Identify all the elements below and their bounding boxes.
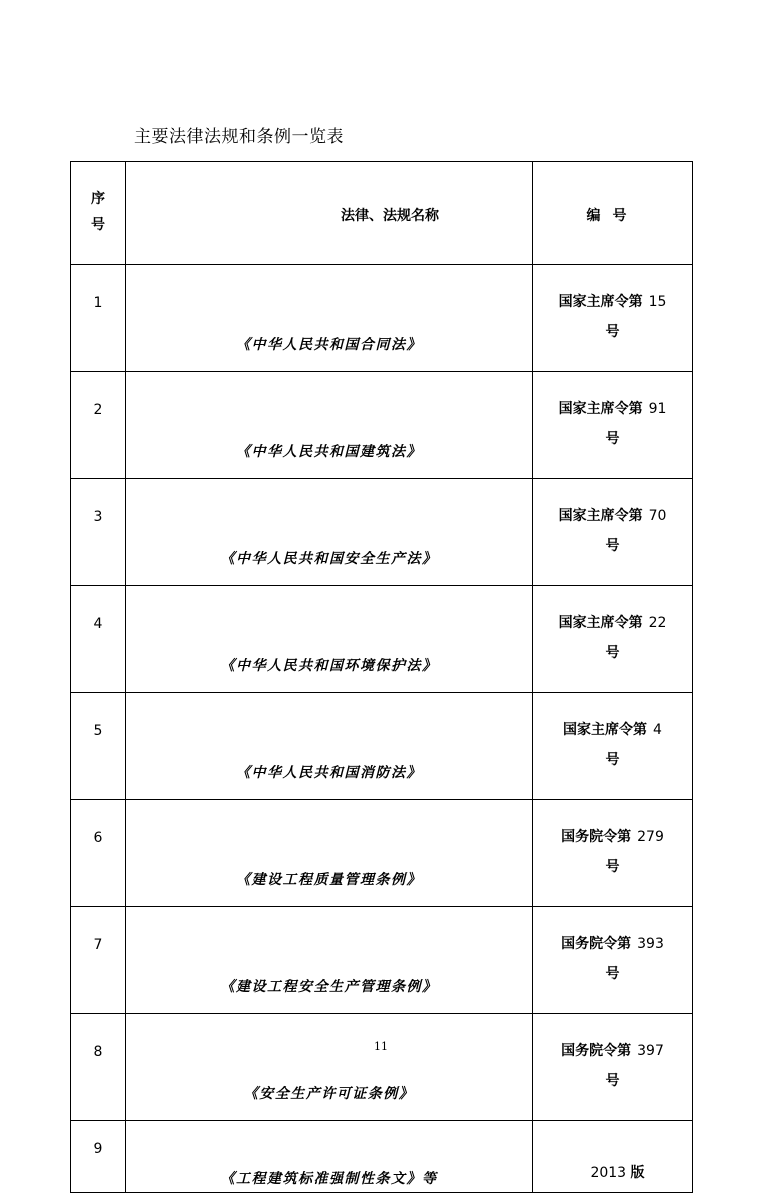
table-row [71,372,693,479]
table-row [71,800,693,907]
row-code-suffix: 号 [605,752,620,768]
row-code-prefix: 国家主席令第 [558,294,643,310]
row-code-prefix: 国家主席令第 [563,722,648,738]
table-row [71,265,693,372]
law-regulation-table [70,161,693,1193]
row-code-suffix: 号 [605,966,620,982]
row-number: 9 [71,1121,126,1193]
header-code: 编号 [533,162,693,265]
page-number: 11 [374,1040,388,1053]
table-row [71,1014,693,1121]
row-code [533,907,693,1014]
row-code-line1 [533,608,692,638]
header-serial-line2: 号 [91,217,105,233]
row-code [533,586,693,693]
row-code-prefix: 国家主席令第 [558,508,643,524]
table-row [71,693,693,800]
header-law-name: 法律、法规名称 [126,162,533,265]
row-code-number: 393 [637,936,664,952]
row-code-prefix: 国务院令第 [561,829,632,845]
row-code-suffix: 号 [605,324,620,340]
row-number: 5 [71,693,126,800]
row-code-line1 [533,715,692,745]
row-code-suffix: 号 [605,1073,620,1089]
row-number: 8 [71,1014,126,1121]
row-code-suffix: 号 [605,859,620,875]
row-law-name: 《中华人民共和国消防法》 [126,693,533,800]
row-code-number: 4 [653,722,662,738]
row-code-number: 279 [637,829,664,845]
row-code-prefix: 国家主席令第 [558,615,643,631]
row-code [533,479,693,586]
row-law-name: 《中华人民共和国环境保护法》 [126,586,533,693]
row-number: 1 [71,265,126,372]
row-law-name: 《工程建筑标准强制性条文》等 [126,1121,533,1193]
row-code-number: 91 [648,401,667,417]
row-code [533,372,693,479]
row-law-name: 《中华人民共和国建筑法》 [126,372,533,479]
row-code-number: 397 [637,1043,664,1059]
row-code [533,1121,693,1193]
table-row [71,586,693,693]
row-code-number: 70 [648,508,667,524]
row-code-suffix: 号 [605,538,620,554]
row-number: 7 [71,907,126,1014]
row-law-name: 《建设工程安全生产管理条例》 [126,907,533,1014]
table-header-row [71,162,693,265]
row-code-prefix: 国家主席令第 [558,401,643,417]
row-code [533,1014,693,1121]
page-title: 主要法律法规和条例一览表 [134,127,344,147]
row-code-suffix: 号 [605,431,620,447]
row-law-name: 《中华人民共和国安全生产法》 [126,479,533,586]
table-row [71,1121,693,1193]
table-row [71,479,693,586]
row-code-number: 15 [648,294,667,310]
row-code-year: 2013 [590,1165,627,1181]
row-code-line1 [533,822,692,852]
row-code [533,800,693,907]
row-code-line1 [533,501,692,531]
row-number: 6 [71,800,126,907]
row-code-line1 [533,929,692,959]
row-law-name: 《中华人民共和国合同法》 [126,265,533,372]
header-serial-number [71,162,126,265]
row-code-prefix: 国务院令第 [561,1043,632,1059]
table-row [71,907,693,1014]
row-code [533,265,693,372]
row-code-number: 22 [648,615,667,631]
row-code-suffix: 版 [630,1165,645,1181]
row-code-line1 [533,287,692,317]
row-code-line1 [533,394,692,424]
row-number: 3 [71,479,126,586]
row-number: 2 [71,372,126,479]
row-number: 4 [71,586,126,693]
header-serial-line1: 序 [91,191,105,207]
row-law-name: 《安全生产许可证条例》 [126,1014,533,1121]
row-code [533,693,693,800]
row-law-name: 《建设工程质量管理条例》 [126,800,533,907]
row-code-prefix: 国务院令第 [561,936,632,952]
row-code-suffix: 号 [605,645,620,661]
